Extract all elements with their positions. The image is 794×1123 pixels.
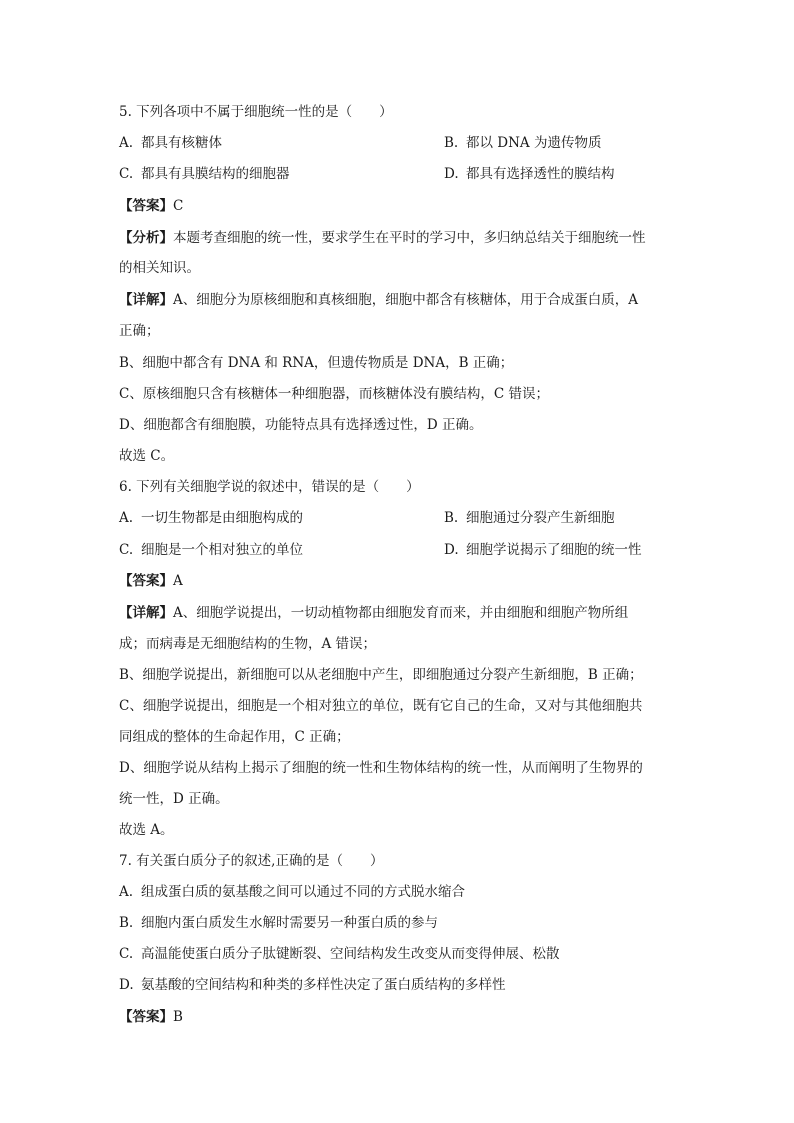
analysis-text: 本题考查细胞的统一性，要求学生在平时的学习中，多归纳总结关于细胞统一性 <box>173 230 646 246</box>
q6-detail-line-4: C、细胞学说提出，细胞是一个相对独立的单位，既有它自己的生命，又对与其他细胞共 <box>119 698 643 714</box>
option-text: 高温能使蛋白质分子肽键断裂、空间结构发生改变从而变得伸展、松散 <box>141 946 560 962</box>
option-text: 细胞通过分裂产生新细胞 <box>466 510 615 526</box>
option-letter: C. <box>119 946 134 962</box>
q7-option-b <box>119 913 438 933</box>
q6-detail-line-6: D、细胞学说从结构上揭示了细胞的统一性和生物体结构的统一性，从而阐明了生物界的 <box>119 760 643 776</box>
q6-answer <box>119 571 183 591</box>
option-letter: C. <box>119 166 134 182</box>
detail-tag: 【详解】 <box>119 605 173 621</box>
detail-tag: 【详解】 <box>119 292 173 308</box>
q5-conclusion: 故选 C。 <box>119 448 175 464</box>
q6-option-a <box>119 508 303 528</box>
option-letter: A. <box>119 510 134 526</box>
answer-tag: 【答案】 <box>119 198 173 214</box>
option-letter: D. <box>444 166 459 182</box>
answer-value: C <box>173 198 184 214</box>
option-text: 组成蛋白质的氨基酸之间可以通过不同的方式脱水缩合 <box>141 884 465 900</box>
q7-answer <box>119 1007 183 1027</box>
option-text: 细胞学说揭示了细胞的统一性 <box>466 542 642 558</box>
option-letter: A. <box>119 135 134 151</box>
detail-text: A、细胞学说提出，一切动植物都由细胞发育而来，并由细胞和细胞产物所组 <box>173 605 629 621</box>
option-text: 都具有具膜结构的细胞器 <box>141 166 290 182</box>
option-letter: D. <box>119 977 134 993</box>
option-letter: B. <box>444 135 459 151</box>
option-text: 都以 DNA 为遗传物质 <box>466 135 602 151</box>
option-text: 细胞是一个相对独立的单位 <box>141 542 303 558</box>
option-letter: A. <box>119 884 134 900</box>
question-5-stem: 5. 下列各项中不属于细胞统一性的是（ ） <box>119 104 393 120</box>
q5-detail-line-5: D、细胞都含有细胞膜，功能特点具有选择透过性，D 正确。 <box>119 417 483 433</box>
q5-detail-line-4: C、原核细胞只含有核糖体一种细胞器，而核糖体没有膜结构，C 错误； <box>119 386 549 402</box>
analysis-tag: 【分析】 <box>119 230 173 246</box>
answer-tag: 【答案】 <box>119 573 173 589</box>
option-text: 细胞内蛋白质发生水解时需要另一种蛋白质的参与 <box>141 915 438 931</box>
q6-detail-line-5: 同组成的整体的生命起作用，C 正确； <box>119 729 350 745</box>
option-text: 都具有核糖体 <box>141 135 222 151</box>
option-letter: D. <box>444 542 459 558</box>
option-text: 一切生物都是由细胞构成的 <box>141 510 303 526</box>
q5-option-d <box>444 164 615 184</box>
q5-detail-line-1 <box>119 290 638 310</box>
q5-answer <box>119 196 183 216</box>
q5-analysis-line-2: 的相关知识。 <box>119 260 200 276</box>
question-6-stem: 6. 下列有关细胞学说的叙述中，错误的是（ ） <box>119 479 420 495</box>
q5-option-a <box>119 133 222 153</box>
option-letter: B. <box>444 510 459 526</box>
q5-detail-line-2: 正确； <box>119 323 160 339</box>
q5-option-b <box>444 133 601 153</box>
q6-detail-line-3: B、细胞学说提出，新细胞可以从老细胞中产生，即细胞通过分裂产生新细胞，B 正确； <box>119 667 643 683</box>
q6-detail-line-1 <box>119 603 628 623</box>
q6-option-d <box>444 540 642 560</box>
question-7-stem: 7. 有关蛋白质分子的叙述,正确的是（ ） <box>119 853 384 869</box>
q6-option-c <box>119 540 303 560</box>
detail-text: A、细胞分为原核细胞和真核细胞，细胞中都含有核糖体，用于合成蛋白质，A <box>173 292 638 308</box>
option-text: 都具有选择透性的膜结构 <box>466 166 615 182</box>
q6-conclusion: 故选 A。 <box>119 822 174 838</box>
answer-value: A <box>173 573 183 589</box>
q5-detail-line-3: B、细胞中都含有 DNA 和 RNA，但遗传物质是 DNA，B 正确； <box>119 355 514 371</box>
option-text: 氨基酸的空间结构和种类的多样性决定了蛋白质结构的多样性 <box>141 977 506 993</box>
q6-detail-line-2: 成；而病毒是无细胞结构的生物，A 错误； <box>119 636 377 652</box>
q7-option-c <box>119 944 560 964</box>
option-letter: C. <box>119 542 134 558</box>
q7-option-a <box>119 882 465 902</box>
option-letter: B. <box>119 915 134 931</box>
q6-option-b <box>444 508 615 528</box>
q7-option-d <box>119 975 506 995</box>
q6-detail-line-7: 统一性，D 正确。 <box>119 791 229 807</box>
q5-analysis-line-1 <box>119 228 646 248</box>
answer-value: B <box>173 1009 183 1025</box>
answer-tag: 【答案】 <box>119 1009 173 1025</box>
q5-option-c <box>119 164 290 184</box>
